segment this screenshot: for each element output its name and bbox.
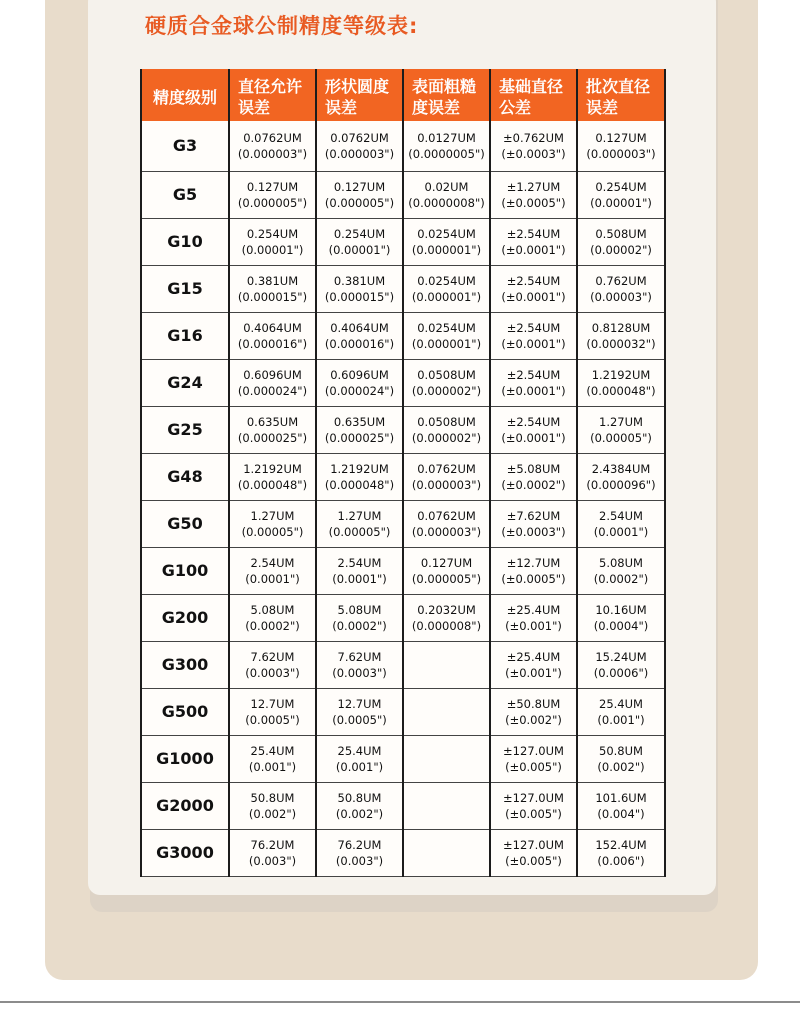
inch-value: (0.0001") bbox=[245, 571, 300, 586]
grade-cell: G5 bbox=[141, 171, 229, 218]
bottom-divider bbox=[0, 1001, 800, 1003]
metric-value: 50.8UM bbox=[599, 743, 643, 758]
metric-value: ±2.54UM bbox=[506, 367, 561, 382]
metric-value: ±0.762UM bbox=[503, 130, 564, 145]
value-cell bbox=[490, 594, 577, 641]
grade-cell: G200 bbox=[141, 594, 229, 641]
table-row bbox=[141, 688, 665, 735]
inch-value: (±0.0001") bbox=[501, 336, 566, 351]
value-cell bbox=[403, 312, 490, 359]
inch-value: (±0.005") bbox=[505, 853, 562, 868]
metric-value: 0.254UM bbox=[333, 226, 386, 241]
table-row bbox=[141, 171, 665, 218]
metric-value: 5.08UM bbox=[337, 602, 382, 617]
value-cell bbox=[577, 547, 665, 594]
value-cell bbox=[577, 121, 665, 171]
inch-value: (0.000048") bbox=[586, 383, 656, 398]
metric-value: 0.0762UM bbox=[417, 461, 476, 476]
metric-value: 1.27UM bbox=[337, 508, 382, 523]
value-cell bbox=[403, 406, 490, 453]
grade-cell: G300 bbox=[141, 641, 229, 688]
metric-value: 1.27UM bbox=[599, 414, 643, 429]
metric-value: ±2.54UM bbox=[506, 414, 561, 429]
inch-value: (0.000003") bbox=[411, 477, 482, 492]
page-title: 硬质合金球公制精度等级表: bbox=[145, 14, 419, 38]
metric-value: 0.381UM bbox=[333, 273, 386, 288]
metric-value: 2.54UM bbox=[250, 555, 295, 570]
value-cell bbox=[316, 782, 403, 829]
inch-value: (0.00001") bbox=[241, 242, 304, 257]
metric-value: 0.635UM bbox=[246, 414, 299, 429]
metric-value: ±2.54UM bbox=[506, 273, 561, 288]
inch-value: (±0.005") bbox=[505, 759, 562, 774]
value-cell bbox=[577, 829, 665, 876]
metric-value: ±7.62UM bbox=[506, 508, 561, 523]
value-cell bbox=[403, 641, 490, 688]
inch-value: (0.000024") bbox=[237, 383, 308, 398]
header-basic-diameter-tolerance: 基础直径 公差 bbox=[490, 69, 577, 121]
inch-value: (±0.0005") bbox=[501, 195, 566, 210]
metric-value: 76.2UM bbox=[337, 837, 382, 852]
metric-value: 0.0254UM bbox=[417, 226, 476, 241]
inch-value: (0.00005") bbox=[241, 524, 304, 539]
value-cell bbox=[229, 312, 316, 359]
metric-value: 0.762UM bbox=[595, 273, 647, 288]
metric-value: 25.4UM bbox=[337, 743, 382, 758]
value-cell bbox=[577, 406, 665, 453]
inch-value: (±0.002") bbox=[505, 712, 562, 727]
inch-value: (0.000002") bbox=[411, 430, 482, 445]
grade-cell: G48 bbox=[141, 453, 229, 500]
inch-value: (±0.0003") bbox=[501, 146, 566, 161]
metric-value: 0.0254UM bbox=[417, 320, 476, 335]
metric-value: 0.508UM bbox=[595, 226, 647, 241]
table-row bbox=[141, 312, 665, 359]
value-cell bbox=[229, 688, 316, 735]
grade-cell: G100 bbox=[141, 547, 229, 594]
precision-grade-table bbox=[140, 69, 666, 877]
metric-value: 0.6096UM bbox=[330, 367, 389, 382]
value-cell bbox=[490, 359, 577, 406]
grade-cell: G500 bbox=[141, 688, 229, 735]
metric-value: ±127.0UM bbox=[503, 790, 564, 805]
metric-value: 0.02UM bbox=[424, 179, 469, 194]
metric-value: 50.8UM bbox=[250, 790, 295, 805]
value-cell bbox=[316, 688, 403, 735]
value-cell bbox=[316, 265, 403, 312]
table-row bbox=[141, 782, 665, 829]
value-cell bbox=[229, 171, 316, 218]
value-cell bbox=[490, 218, 577, 265]
metric-value: ±127.0UM bbox=[503, 837, 564, 852]
inch-value: (0.00003") bbox=[590, 289, 652, 304]
value-cell bbox=[577, 782, 665, 829]
value-cell bbox=[577, 359, 665, 406]
inch-value: (0.000048") bbox=[237, 477, 308, 492]
value-cell bbox=[577, 171, 665, 218]
grade-cell: G24 bbox=[141, 359, 229, 406]
metric-value: 0.127UM bbox=[246, 179, 299, 194]
metric-value: 7.62UM bbox=[250, 649, 295, 664]
value-cell bbox=[316, 406, 403, 453]
value-cell bbox=[577, 641, 665, 688]
inch-value: (±0.0001") bbox=[501, 430, 566, 445]
grade-cell: G10 bbox=[141, 218, 229, 265]
value-cell bbox=[316, 547, 403, 594]
table-row bbox=[141, 641, 665, 688]
value-cell bbox=[490, 453, 577, 500]
metric-value: 0.8128UM bbox=[591, 320, 651, 335]
value-cell bbox=[490, 265, 577, 312]
table-row bbox=[141, 218, 665, 265]
value-cell bbox=[577, 594, 665, 641]
metric-value: 0.6096UM bbox=[243, 367, 302, 382]
inch-value: (±0.001") bbox=[505, 618, 562, 633]
inch-value: (0.002") bbox=[597, 759, 645, 774]
value-cell bbox=[403, 218, 490, 265]
inch-value: (0.000008") bbox=[411, 618, 482, 633]
inch-value: (0.0003") bbox=[245, 665, 300, 680]
metric-value: 0.635UM bbox=[333, 414, 386, 429]
metric-value: 10.16UM bbox=[595, 602, 647, 617]
inch-value: (0.006") bbox=[597, 853, 645, 868]
inch-value: (0.000024") bbox=[324, 383, 395, 398]
grade-cell: G16 bbox=[141, 312, 229, 359]
metric-value: 0.0762UM bbox=[243, 130, 302, 145]
metric-value: 0.127UM bbox=[333, 179, 386, 194]
inch-value: (0.000001") bbox=[411, 336, 482, 351]
inch-value: (0.002") bbox=[335, 806, 384, 821]
inch-value: (0.0003") bbox=[332, 665, 387, 680]
metric-value: 0.127UM bbox=[420, 555, 473, 570]
grade-cell: G2000 bbox=[141, 782, 229, 829]
inch-value: (0.00002") bbox=[590, 242, 652, 257]
table-row bbox=[141, 735, 665, 782]
value-cell bbox=[316, 359, 403, 406]
value-cell bbox=[577, 453, 665, 500]
value-cell bbox=[490, 547, 577, 594]
value-cell bbox=[490, 121, 577, 171]
header-grade: 精度级别 bbox=[141, 69, 229, 121]
value-cell bbox=[316, 171, 403, 218]
inch-value: (0.0000008") bbox=[408, 195, 485, 210]
value-cell bbox=[490, 500, 577, 547]
metric-value: ±5.08UM bbox=[506, 461, 561, 476]
inch-value: (0.003") bbox=[248, 853, 297, 868]
inch-value: (±0.0002") bbox=[501, 477, 566, 492]
inch-value: (±0.001") bbox=[505, 665, 562, 680]
inch-value: (0.0004") bbox=[593, 618, 649, 633]
inch-value: (0.000001") bbox=[411, 242, 482, 257]
metric-value: 0.254UM bbox=[246, 226, 299, 241]
value-cell bbox=[490, 171, 577, 218]
value-cell bbox=[316, 121, 403, 171]
value-cell bbox=[403, 688, 490, 735]
grade-cell: G3000 bbox=[141, 829, 229, 876]
value-cell bbox=[229, 218, 316, 265]
value-cell bbox=[577, 312, 665, 359]
inch-value: (0.0005") bbox=[332, 712, 387, 727]
metric-value: 5.08UM bbox=[599, 555, 643, 570]
inch-value: (0.0005") bbox=[245, 712, 300, 727]
metric-value: 0.0508UM bbox=[417, 414, 476, 429]
value-cell bbox=[403, 594, 490, 641]
metric-value: 1.2192UM bbox=[243, 461, 302, 476]
inch-value: (0.000003") bbox=[411, 524, 482, 539]
value-cell bbox=[403, 359, 490, 406]
metric-value: 0.127UM bbox=[595, 130, 647, 145]
metric-value: 1.27UM bbox=[250, 508, 295, 523]
value-cell bbox=[490, 782, 577, 829]
table-row bbox=[141, 547, 665, 594]
value-cell bbox=[403, 735, 490, 782]
table-header-row bbox=[141, 69, 665, 121]
metric-value: 50.8UM bbox=[337, 790, 382, 805]
grade-cell: G25 bbox=[141, 406, 229, 453]
metric-value: ±127.0UM bbox=[503, 743, 564, 758]
metric-value: 0.0508UM bbox=[417, 367, 476, 382]
table-row bbox=[141, 453, 665, 500]
metric-value: 2.4384UM bbox=[591, 461, 651, 476]
metric-value: 0.0254UM bbox=[417, 273, 476, 288]
value-cell bbox=[577, 218, 665, 265]
metric-value: 7.62UM bbox=[337, 649, 382, 664]
inch-value: (±0.0001") bbox=[501, 242, 566, 257]
value-cell bbox=[229, 121, 316, 171]
grade-cell: G15 bbox=[141, 265, 229, 312]
value-cell bbox=[229, 641, 316, 688]
inch-value: (0.000032") bbox=[586, 336, 656, 351]
inch-value: (0.0001") bbox=[593, 524, 649, 539]
value-cell bbox=[316, 641, 403, 688]
inch-value: (0.000015") bbox=[324, 289, 395, 304]
table-row bbox=[141, 359, 665, 406]
inch-value: (0.001") bbox=[335, 759, 384, 774]
table-row bbox=[141, 265, 665, 312]
inch-value: (0.000025") bbox=[237, 430, 308, 445]
header-lot-diameter-error: 批次直径 误差 bbox=[577, 69, 665, 121]
value-cell bbox=[403, 121, 490, 171]
inch-value: (±0.005") bbox=[505, 806, 562, 821]
metric-value: ±25.4UM bbox=[506, 602, 561, 617]
metric-value: ±25.4UM bbox=[506, 649, 561, 664]
inch-value: (0.000015") bbox=[237, 289, 308, 304]
metric-value: 0.2032UM bbox=[417, 602, 476, 617]
inch-value: (0.000005") bbox=[324, 195, 395, 210]
metric-value: 0.0762UM bbox=[330, 130, 389, 145]
inch-value: (0.001") bbox=[248, 759, 297, 774]
value-cell bbox=[403, 265, 490, 312]
value-cell bbox=[577, 688, 665, 735]
table-row bbox=[141, 594, 665, 641]
inch-value: (0.000016") bbox=[324, 336, 395, 351]
inch-value: (0.0002") bbox=[245, 618, 300, 633]
value-cell bbox=[403, 500, 490, 547]
metric-value: 0.381UM bbox=[246, 273, 299, 288]
inch-value: (0.000002") bbox=[411, 383, 482, 398]
value-cell bbox=[490, 641, 577, 688]
metric-value: 0.0762UM bbox=[417, 508, 476, 523]
inch-value: (0.000005") bbox=[237, 195, 308, 210]
metric-value: 0.0127UM bbox=[417, 130, 476, 145]
metric-value: 0.4064UM bbox=[330, 320, 389, 335]
inch-value: (0.0002") bbox=[332, 618, 387, 633]
inch-value: (0.000001") bbox=[411, 289, 482, 304]
metric-value: 5.08UM bbox=[250, 602, 295, 617]
inch-value: (0.000003") bbox=[237, 146, 308, 161]
value-cell bbox=[403, 782, 490, 829]
value-cell bbox=[229, 453, 316, 500]
value-cell bbox=[229, 406, 316, 453]
metric-value: 25.4UM bbox=[599, 696, 643, 711]
value-cell bbox=[403, 453, 490, 500]
inch-value: (0.004") bbox=[597, 806, 645, 821]
inch-value: (0.003") bbox=[335, 853, 384, 868]
value-cell bbox=[403, 547, 490, 594]
inch-value: (0.000025") bbox=[324, 430, 395, 445]
inch-value: (0.000003") bbox=[586, 146, 656, 161]
inch-value: (0.000016") bbox=[237, 336, 308, 351]
value-cell bbox=[316, 218, 403, 265]
inch-value: (0.0001") bbox=[332, 571, 387, 586]
metric-value: 15.24UM bbox=[595, 649, 647, 664]
metric-value: 0.4064UM bbox=[243, 320, 302, 335]
inch-value: (0.0002") bbox=[593, 571, 649, 586]
inch-value: (±0.0005") bbox=[501, 571, 566, 586]
value-cell bbox=[577, 735, 665, 782]
grade-cell: G3 bbox=[141, 121, 229, 171]
value-cell bbox=[490, 688, 577, 735]
metric-value: ±12.7UM bbox=[506, 555, 561, 570]
inch-value: (0.000003") bbox=[324, 146, 395, 161]
value-cell bbox=[490, 735, 577, 782]
inch-value: (±0.0001") bbox=[501, 289, 566, 304]
value-cell bbox=[229, 500, 316, 547]
metric-value: 1.2192UM bbox=[330, 461, 389, 476]
value-cell bbox=[577, 500, 665, 547]
metric-value: 0.254UM bbox=[595, 179, 647, 194]
grade-cell: G50 bbox=[141, 500, 229, 547]
value-cell bbox=[229, 829, 316, 876]
value-cell bbox=[316, 829, 403, 876]
table-row bbox=[141, 406, 665, 453]
metric-value: 2.54UM bbox=[599, 508, 643, 523]
inch-value: (0.001") bbox=[597, 712, 645, 727]
value-cell bbox=[229, 594, 316, 641]
metric-value: ±2.54UM bbox=[506, 320, 561, 335]
value-cell bbox=[577, 265, 665, 312]
metric-value: 152.4UM bbox=[595, 837, 647, 852]
inch-value: (0.00005") bbox=[590, 430, 652, 445]
metric-value: 76.2UM bbox=[250, 837, 295, 852]
value-cell bbox=[490, 312, 577, 359]
metric-value: 1.2192UM bbox=[591, 367, 651, 382]
metric-value: 2.54UM bbox=[337, 555, 382, 570]
inch-value: (0.00005") bbox=[328, 524, 391, 539]
metric-value: 101.6UM bbox=[595, 790, 647, 805]
inch-value: (0.000005") bbox=[411, 571, 482, 586]
value-cell bbox=[229, 782, 316, 829]
inch-value: (±0.0001") bbox=[501, 383, 566, 398]
inch-value: (0.002") bbox=[248, 806, 297, 821]
value-cell bbox=[316, 594, 403, 641]
value-cell bbox=[490, 406, 577, 453]
value-cell bbox=[403, 171, 490, 218]
metric-value: 12.7UM bbox=[250, 696, 295, 711]
inch-value: (0.00001") bbox=[590, 195, 652, 210]
value-cell bbox=[316, 312, 403, 359]
value-cell bbox=[229, 735, 316, 782]
inch-value: (0.0006") bbox=[593, 665, 649, 680]
value-cell bbox=[403, 829, 490, 876]
value-cell bbox=[229, 265, 316, 312]
header-roundness-error: 形状圆度 误差 bbox=[316, 69, 403, 121]
value-cell bbox=[316, 453, 403, 500]
value-cell bbox=[229, 359, 316, 406]
value-cell bbox=[316, 735, 403, 782]
metric-value: 12.7UM bbox=[337, 696, 382, 711]
inch-value: (0.000096") bbox=[586, 477, 656, 492]
inch-value: (±0.0003") bbox=[501, 524, 566, 539]
metric-value: ±2.54UM bbox=[506, 226, 561, 241]
grade-cell: G1000 bbox=[141, 735, 229, 782]
metric-value: ±50.8UM bbox=[506, 696, 561, 711]
inch-value: (0.00001") bbox=[328, 242, 391, 257]
table-row bbox=[141, 500, 665, 547]
metric-value: ±1.27UM bbox=[506, 179, 561, 194]
inch-value: (0.000048") bbox=[324, 477, 395, 492]
header-roughness-error: 表面粗糙 度误差 bbox=[403, 69, 490, 121]
inch-value: (0.0000005") bbox=[408, 146, 485, 161]
value-cell bbox=[490, 829, 577, 876]
table-row bbox=[141, 121, 665, 171]
header-diameter-tolerance: 直径允许 误差 bbox=[229, 69, 316, 121]
table-row bbox=[141, 829, 665, 876]
value-cell bbox=[229, 547, 316, 594]
metric-value: 25.4UM bbox=[250, 743, 295, 758]
value-cell bbox=[316, 500, 403, 547]
